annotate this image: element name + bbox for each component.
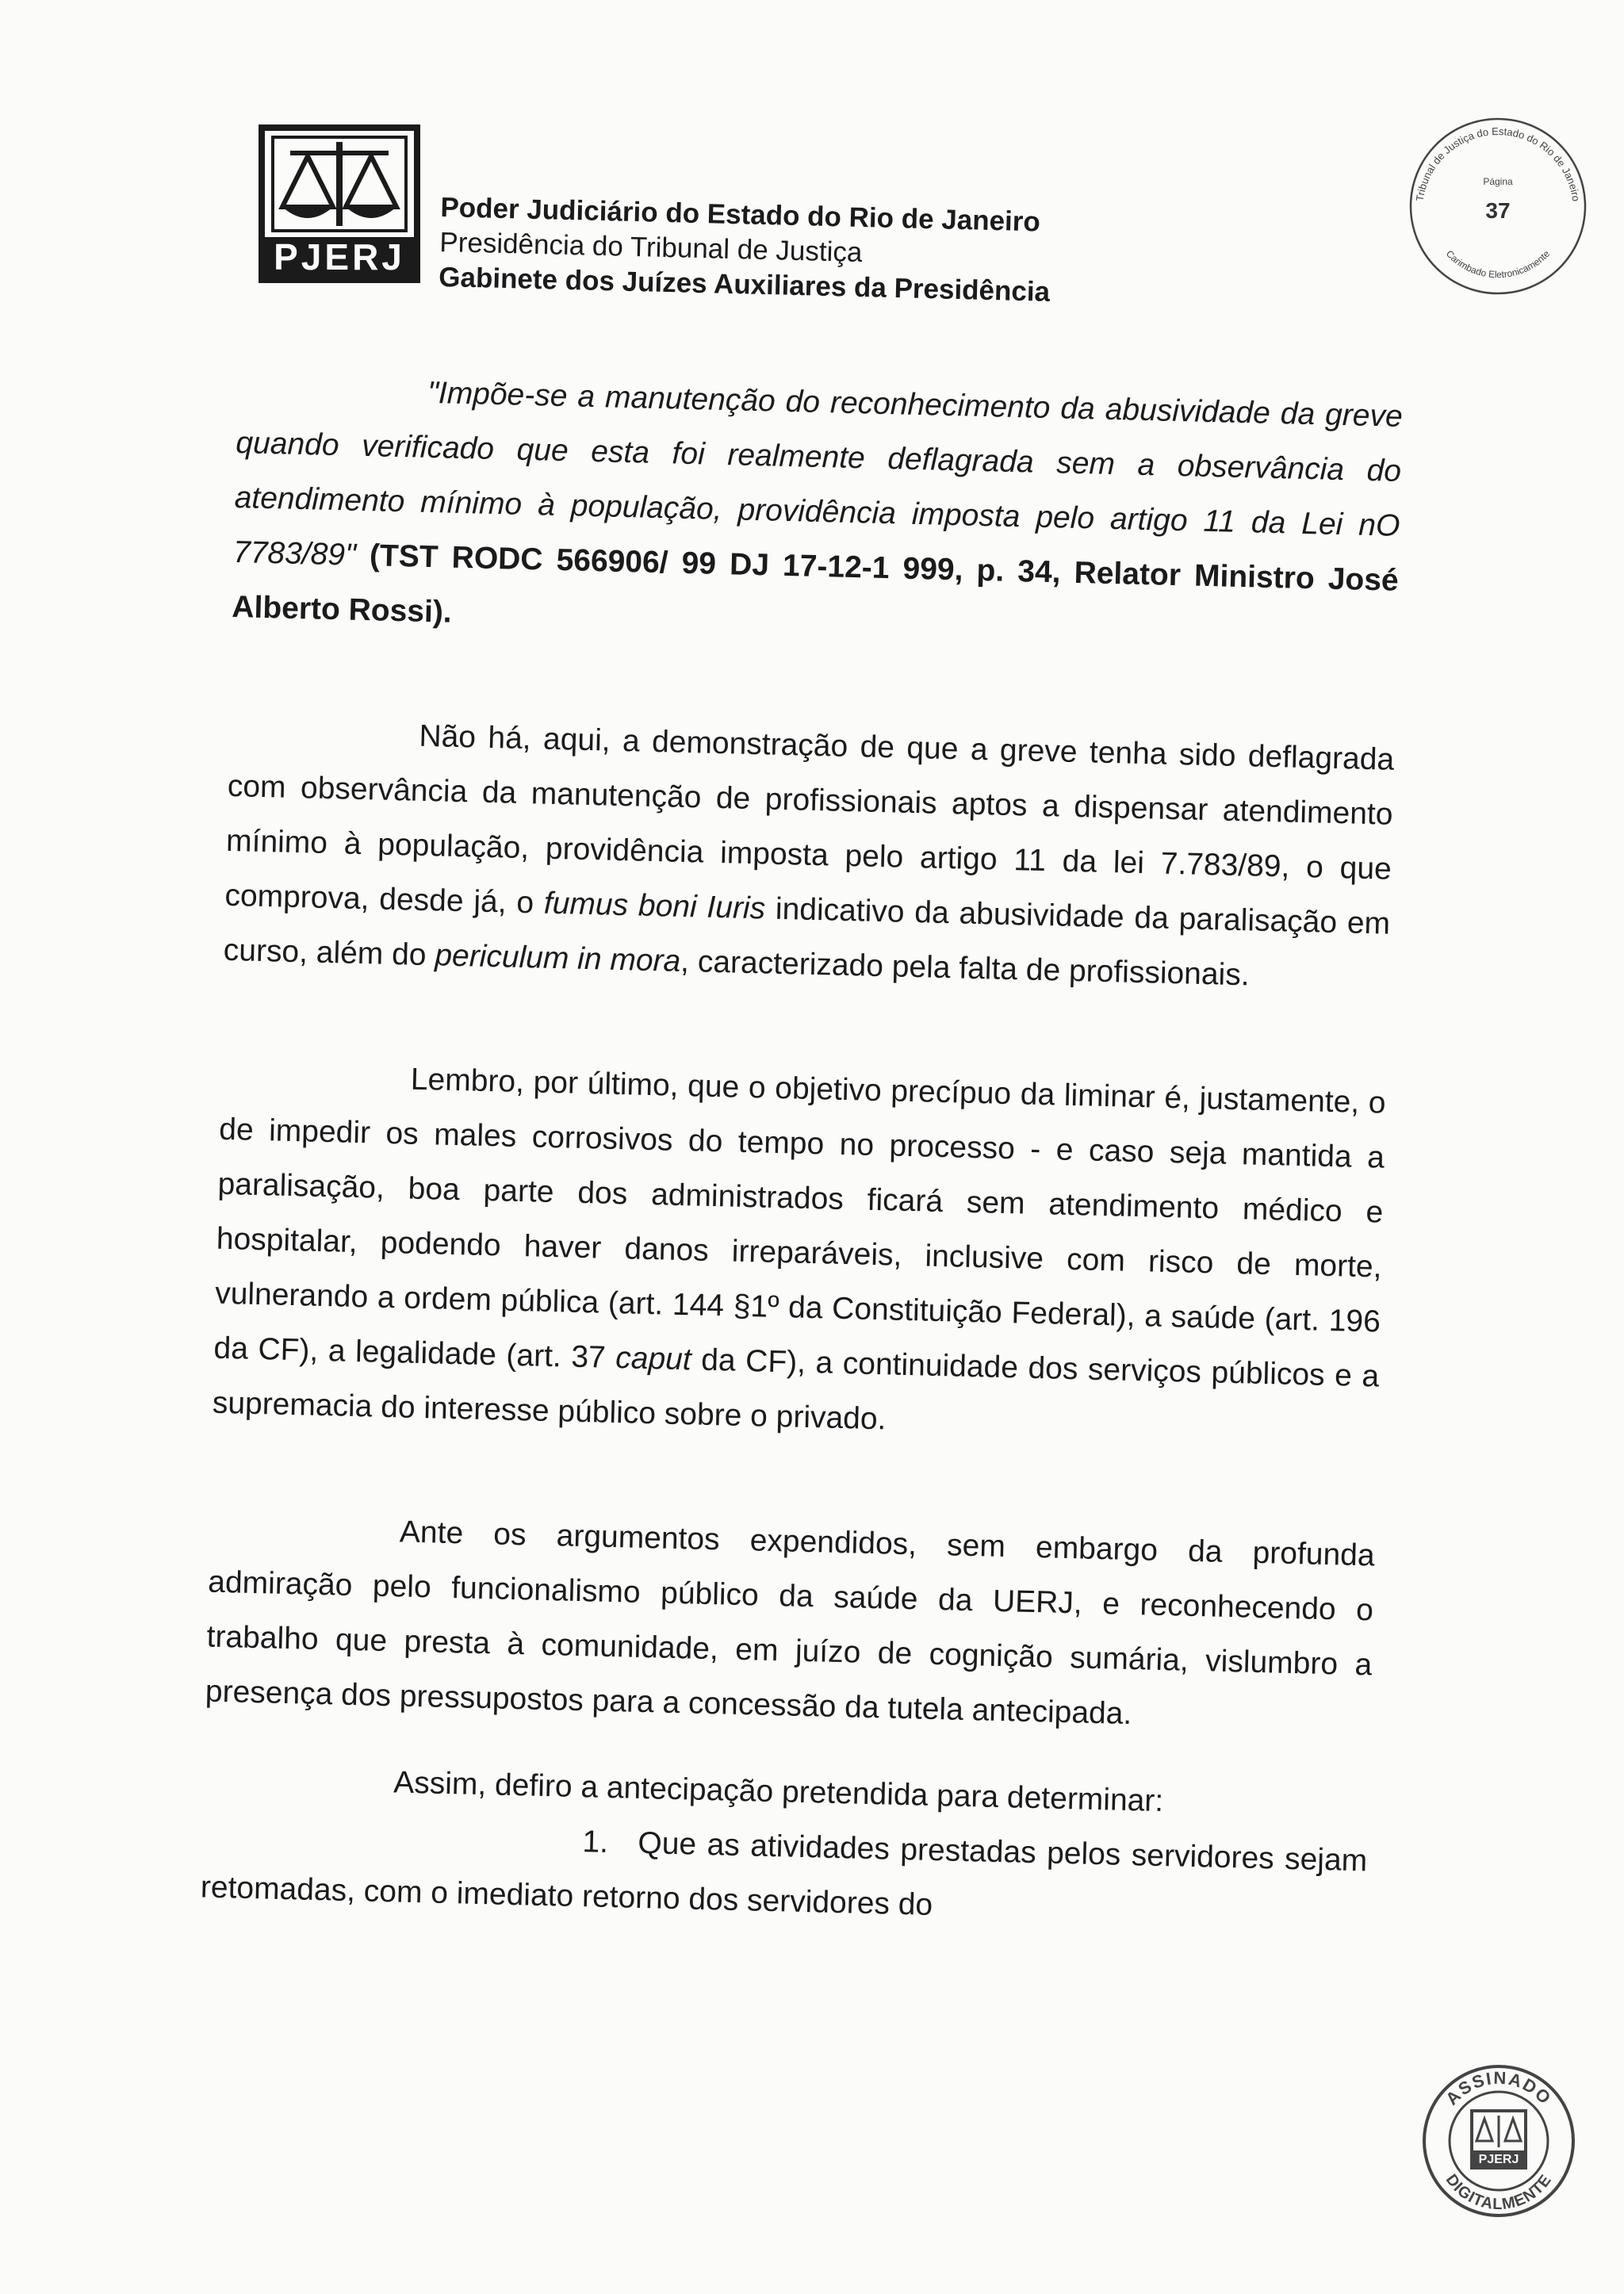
stamp-bottom-text: Carimbado Eletronicamente <box>1443 247 1553 281</box>
seal-logo-icon <box>1472 2111 1526 2168</box>
letterhead-line-3: Gabinete dos Juízes Auxiliares da Presidência <box>438 261 1051 308</box>
paragraph-argumentos: Ante os argumentos expendidos, sem embargo da profunda admiração pelo funcionalismo público da saúde da UERJ, e reconhecendo o trabalho que presta à comunidade, em juízo de cognição sumária, vislumbro a presença dos pressupostos para a concessão da tutela antecipada. <box>205 1515 1376 1732</box>
stamp-page-number: 37 <box>1485 198 1511 223</box>
paragraph-italic: fumus boni Iuris <box>543 886 766 926</box>
paragraph-text: da CF), a continuidade dos serviços públicos e a supremacia do interesse público sobre o privado. <box>212 1342 1380 1437</box>
paragraph-text: Não há, aqui, a demonstração de que a greve tenha sido deflagrada com observância da manutenção de profissionais aptos a dispensar atendimento mínimo à população, providência imposta pelo artigo 11 da lei 7.783/89, o que comprova, desde já, o <box>224 718 1395 921</box>
logo-text: PJERJ <box>274 236 405 278</box>
pjerj-logo <box>259 124 420 283</box>
svg-text:ASSINADO <box>1442 2068 1556 2109</box>
stamp-ring-text: Tribunal de Justiça do Estado do Rio de Janeiro <box>1413 124 1583 202</box>
document-body <box>200 361 1403 1943</box>
paragraph-italic: periculum in mora <box>434 938 681 978</box>
paragraph-text: Lembro, por último, que o objetivo precípuo da liminar é, justamente, o de impedir os males corrosivos do tempo no processo - e caso seja mantida a paralisação, boa parte dos administrados ficará sem atendimento médico e hospitalar, podendo haver danos irreparáveis, inclusive com risco de morte, vulnerando a ordem pública (art. 144 §1º da Constituição Federal), a saúde (art. 196 da CF), a legalidade (art. 37 <box>213 1062 1387 1376</box>
paragraph-defiro: Assim, defiro a antecipação pretendida para determinar: <box>393 1765 1164 1819</box>
letterhead <box>439 190 1052 310</box>
digital-signature-seal <box>1419 2062 1578 2220</box>
svg-text:DIGITALMENTE <box>1442 2171 1555 2213</box>
paragraph-text: indicativo da abusividade da paralisação em curso, além do <box>223 891 1391 973</box>
page-stamp <box>1399 107 1597 305</box>
svg-text:Carimbado Eletronicamente <box>1444 248 1553 281</box>
letterhead-line-2: Presidência do Tribunal de Justiça <box>439 226 863 268</box>
paragraph-liminar <box>212 1047 1386 1459</box>
stamp-label: Página <box>1483 176 1513 187</box>
seal-top-text: ASSINADO <box>1442 2067 1556 2109</box>
seal-logo-text: PJERJ <box>1478 2153 1519 2166</box>
seal-bottom-text: DIGITALMENTE <box>1442 2171 1556 2214</box>
paragraph-text: , caracterizado pela falta de profissionais. <box>680 944 1251 993</box>
list-item-number: 1. <box>581 1825 609 1859</box>
paragraph-abusividade <box>223 704 1395 1006</box>
quote-paragraph <box>232 361 1404 663</box>
quote-reference: (TST RODC 566906/ 99 DJ 17-12-1 999, p. 34, Relator Ministro José Alberto Rossi). <box>231 538 1400 630</box>
quote-text: "Impõe-se a manutenção do reconhecimento da abusividade da greve quando verificado que esta foi realmente deflagrada sem a observância do atendimento mínimo à população, providência imposta pelo artigo 11 da Lei nO 7783/89" <box>232 375 1404 573</box>
list-item-text: Que as atividades prestadas pelos servidores sejam retomadas, com o imediato retorno dos servidores do <box>200 1825 1368 1922</box>
paragraph-italic: caput <box>615 1341 692 1377</box>
letterhead-line-1: Poder Judiciário do Estado do Rio de Janeiro <box>439 191 1041 238</box>
svg-text:Tribunal de Justiça do Estado <box>1414 125 1583 202</box>
